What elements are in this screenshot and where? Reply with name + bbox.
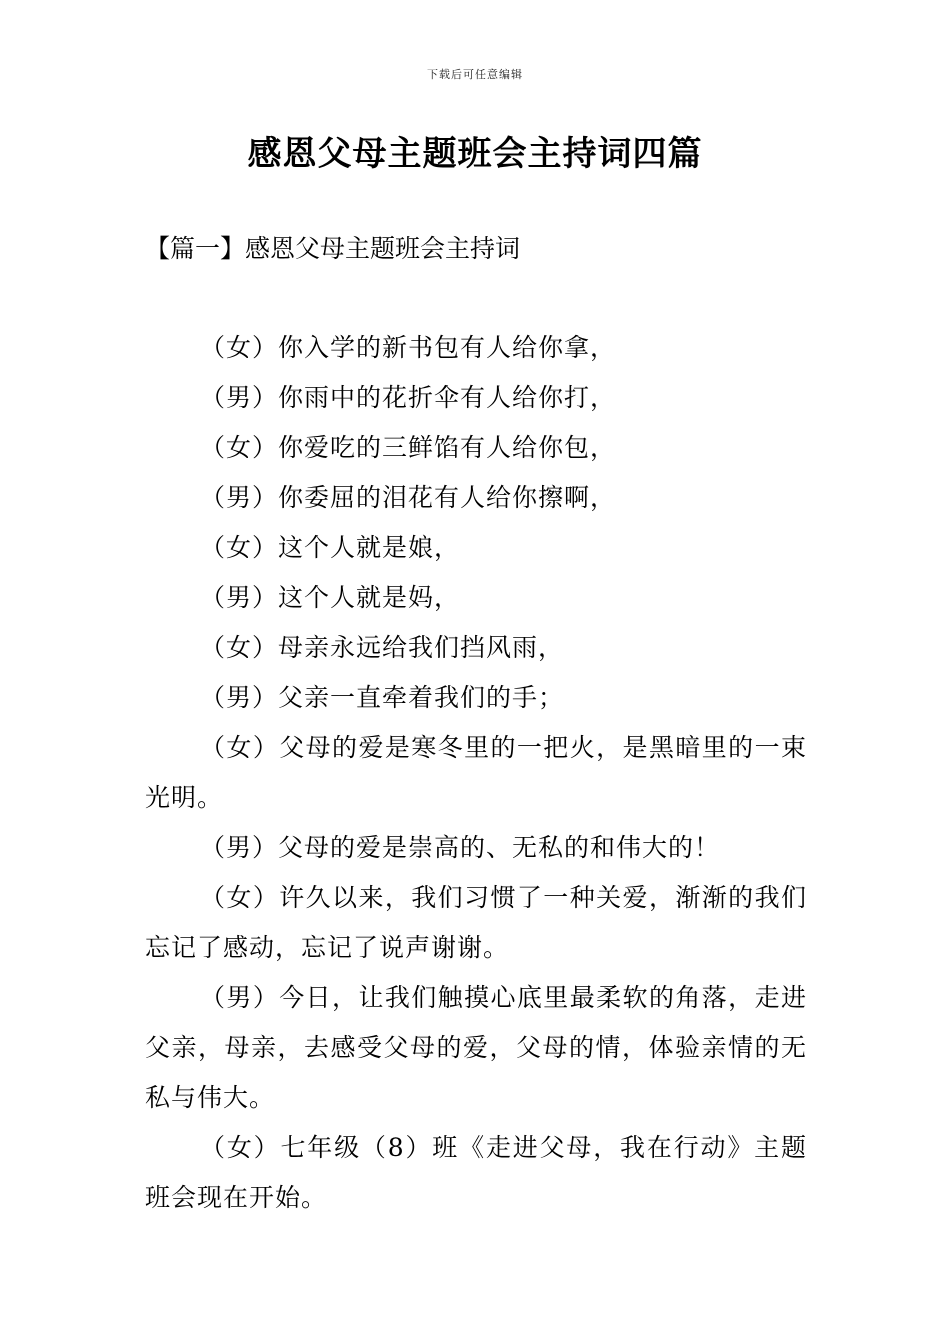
paragraph: （女）你爱吃的三鲜馅有人给你包， bbox=[200, 433, 617, 462]
paragraph: （女）父母的爱是寒冬里的一把火，是黑暗里的一束光明。 bbox=[145, 733, 807, 812]
paragraph: （男）父亲一直牵着我们的手； bbox=[200, 683, 565, 712]
paragraph: （女）许久以来，我们习惯了一种关爱，渐渐的我们忘记了感动，忘记了说声谢谢。 bbox=[145, 883, 807, 962]
paragraph: （男）今日，让我们触摸心底里最柔软的角落，走进父亲，母亲，去感受父母的爱，父母的情，体验亲情的无私与伟大。 bbox=[145, 983, 807, 1112]
section-heading: 【篇一】感恩父母主题班会主持词 bbox=[145, 234, 521, 263]
document-title: 感恩父母主题班会主持词四篇 bbox=[247, 134, 703, 174]
paragraph: （男）父母的爱是崇高的、无私的和伟大的！ bbox=[200, 833, 721, 862]
paragraph: （女）你入学的新书包有人给你拿， bbox=[200, 333, 617, 362]
paragraph: （女）七年级（8）班《走进父母，我在行动》主题班会现在开始。 bbox=[145, 1133, 807, 1212]
paragraph: （男）你委屈的泪花有人给你擦啊， bbox=[200, 483, 617, 512]
paragraph: （女）这个人就是娘， bbox=[200, 533, 461, 562]
paragraph: （女）母亲永远给我们挡风雨， bbox=[200, 633, 565, 662]
header-note: 下载后可任意编辑 bbox=[427, 68, 523, 81]
document-body bbox=[145, 323, 807, 1223]
paragraph: （男）你雨中的花折伞有人给你打， bbox=[200, 383, 617, 412]
paragraph: （男）这个人就是妈， bbox=[200, 583, 461, 612]
